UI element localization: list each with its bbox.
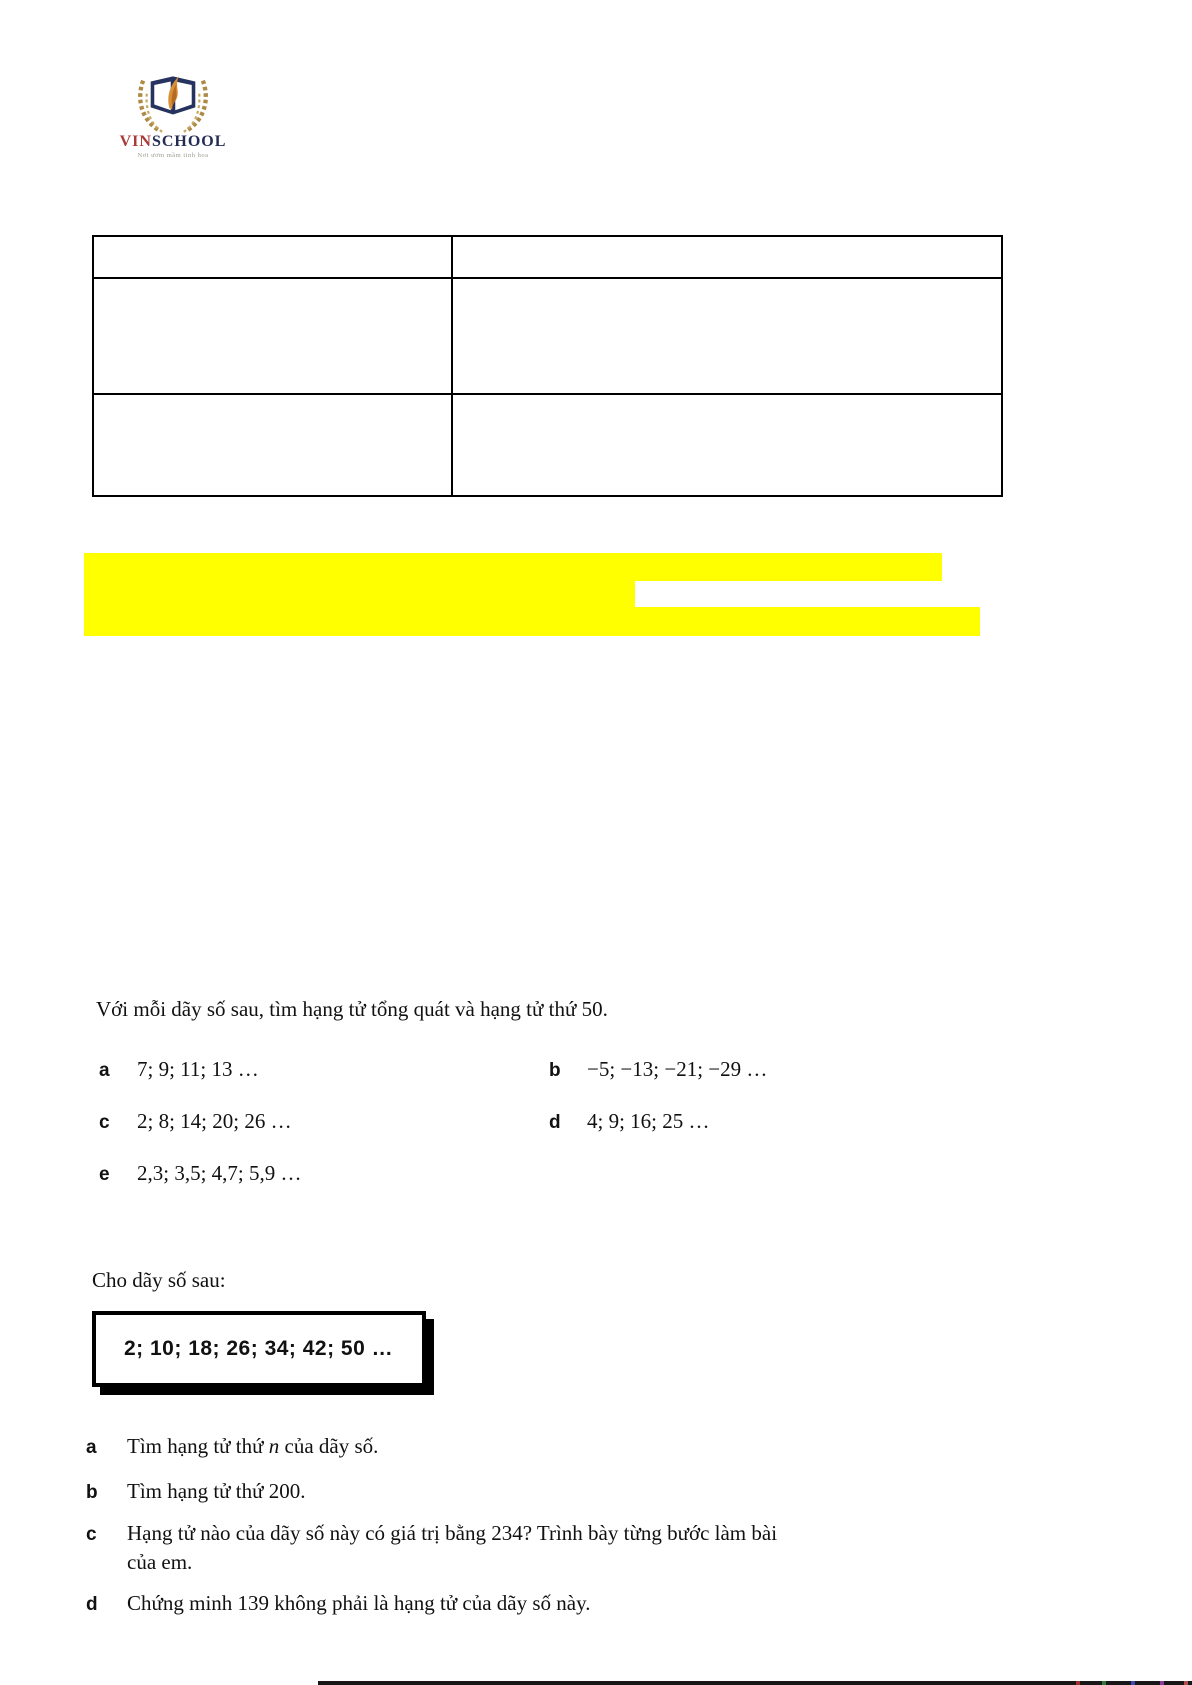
exercise1-item-b	[549, 1057, 767, 1085]
item-label: b	[86, 1482, 98, 1503]
bottom-edge-artifact	[1160, 1681, 1164, 1685]
sequence-text: 4; 9; 16; 25 …	[587, 1109, 710, 1133]
exercise1-item-a	[99, 1057, 259, 1085]
sequence-text: 2; 8; 14; 20; 26 …	[137, 1109, 292, 1133]
bottom-edge-artifact	[1076, 1681, 1080, 1685]
highlight-redaction-line-1	[84, 553, 942, 581]
highlight-redaction-line-3	[84, 607, 980, 636]
question-text: Chứng minh 139 không phải là hạng tử của dãy số này.	[127, 1591, 591, 1615]
sequence-text: 7; 9; 11; 13 …	[137, 1057, 259, 1081]
exercise1-item-d	[549, 1109, 710, 1137]
item-label: a	[99, 1060, 110, 1081]
table-cell	[94, 395, 453, 495]
exercise2-item-a	[86, 1432, 378, 1461]
exercise2-item-c	[86, 1519, 777, 1577]
highlight-redaction-line-2	[84, 579, 635, 609]
table-cell	[453, 395, 1001, 495]
item-label: d	[86, 1594, 98, 1615]
vinschool-logo	[116, 62, 230, 159]
math-variable: n	[268, 1434, 280, 1458]
table-cell	[453, 237, 1001, 279]
item-label: c	[99, 1112, 110, 1133]
table-cell	[453, 279, 1001, 395]
item-label: e	[99, 1164, 110, 1185]
question-text: Tìm hạng tử thứ 200.	[127, 1479, 306, 1503]
exercise2-item-b	[86, 1477, 306, 1506]
exercise1-intro: Với mỗi dãy số sau, tìm hạng tử tổng quát và hạng tử thứ 50.	[96, 997, 608, 1021]
table-cell	[94, 237, 453, 279]
bottom-edge-artifact	[318, 1681, 1192, 1685]
logo-wordmark	[116, 134, 230, 150]
question-line-1: Hạng tử nào của dãy số này có giá trị bằng 234? Trình bày từng bước làm bài	[127, 1521, 778, 1545]
table-cell	[94, 279, 453, 395]
question-suffix: của dãy số.	[279, 1434, 379, 1458]
sequence-box	[92, 1311, 426, 1387]
question-text	[127, 1432, 378, 1461]
logo-tagline: Nơi ươm mầm tinh hoa	[137, 152, 209, 159]
bottom-edge-artifact	[1184, 1681, 1188, 1685]
logo-text-school: SCHOOL	[151, 133, 227, 150]
item-label: a	[86, 1437, 97, 1458]
sequence-box-text: 2; 10; 18; 26; 34; 42; 50 …	[124, 1337, 394, 1360]
question-line-2: của em.	[127, 1550, 193, 1574]
exercise2-item-d	[86, 1589, 591, 1618]
question-prefix: Tìm hạng tử thứ	[127, 1434, 269, 1458]
item-label: c	[86, 1524, 97, 1545]
vinschool-emblem-icon	[125, 62, 221, 134]
exercise1-item-c	[99, 1109, 292, 1137]
sequence-text: −5; −13; −21; −29 …	[587, 1057, 768, 1081]
blank-notes-table	[92, 235, 1003, 497]
exercise1-item-e	[99, 1161, 302, 1189]
item-label: d	[549, 1112, 561, 1133]
bottom-edge-artifact	[1131, 1681, 1135, 1685]
exercise2-intro: Cho dãy số sau:	[92, 1268, 226, 1292]
sequence-text: 2,3; 3,5; 4,7; 5,9 …	[137, 1161, 302, 1185]
question-text	[127, 1519, 777, 1577]
logo-text-vin: VIN	[119, 133, 152, 150]
bottom-edge-artifact	[1102, 1681, 1106, 1685]
item-label: b	[549, 1060, 561, 1081]
